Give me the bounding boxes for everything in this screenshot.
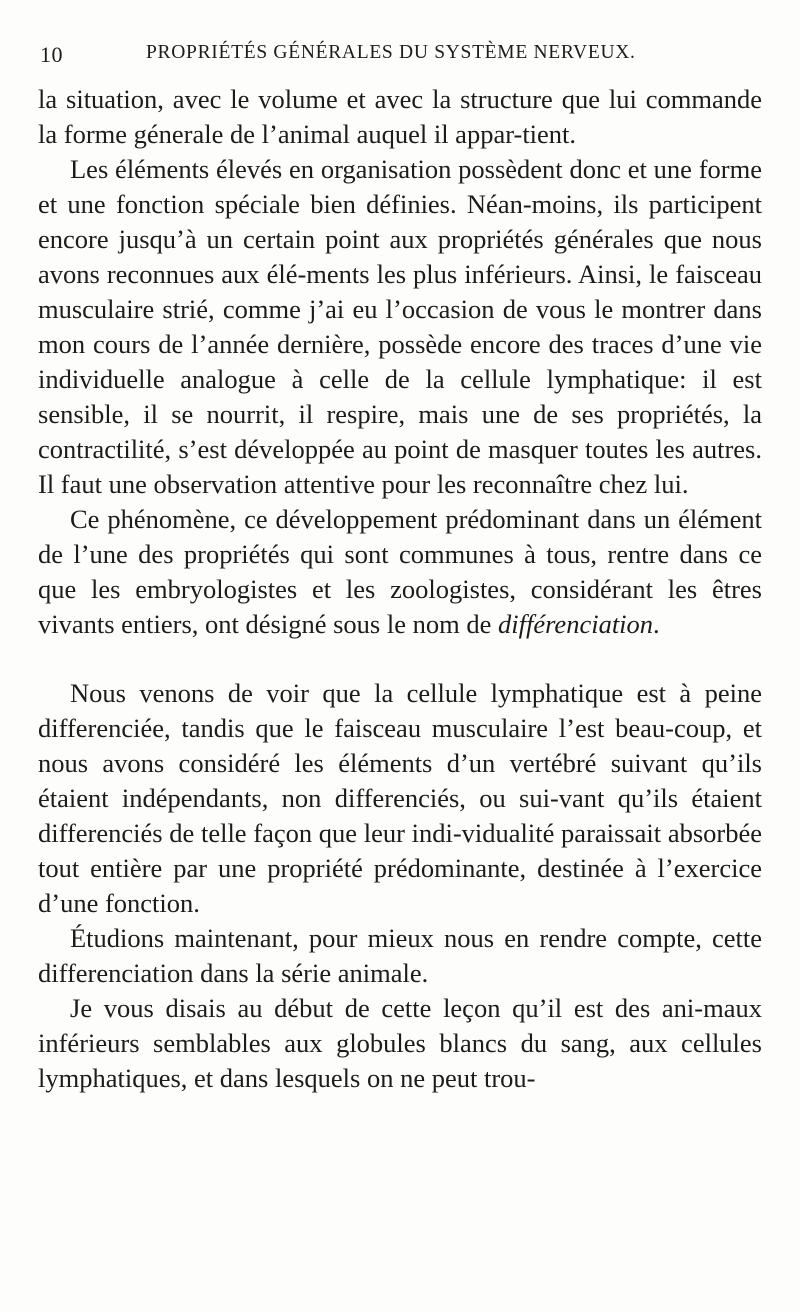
paragraph-differenciation-definition: [38, 502, 762, 642]
paragraph-etudions: Étudions maintenant, pour mieux nous en rendre compte, cette differenciation dans la série animale.: [38, 923, 762, 988]
section-gap: [38, 642, 762, 676]
running-title: PROPRIÉTÉS GÉNÉRALES DU SYSTÈME NERVEUX.: [146, 42, 636, 63]
paragraph-text-before-emphasis: Ce phénomène, ce développement prédominant dans un élément de l’une des propriétés qui sont communes à tous, rentre dans ce que les embryologistes et les zoologistes, considérant les êtres vivants entiers, ont désigné sous le nom de: [38, 504, 762, 639]
page-header: [38, 34, 762, 82]
paragraph-continuation: la situation, avec le volume et avec la structure que lui commande la forme génerale de l’animal auquel il appar-tient.: [38, 84, 762, 149]
paragraph-text-after-emphasis: .: [653, 609, 660, 639]
body-text: [38, 82, 762, 1096]
page-number: 10: [40, 42, 63, 67]
paragraph-lymphatic-cell: Nous venons de voir que la cellule lymphatique est à peine differenciée, tandis que le faisceau musculaire l’est beau-coup, et nous avons considéré les éléments d’un vertébré suivant qu’ils étaient indépendants, non differenciés, ou sui-vant qu’ils étaient differenciés de telle façon que leur indi-vidualité paraissait absorbée tout entière par une propriété prédominante, destinée à l’exercice d’une fonction.: [38, 678, 762, 918]
paragraph-elements-organisation: Les éléments élevés en organisation possèdent donc et une forme et une fonction spéciale bien définies. Néan-moins, ils participent encore jusqu’à un certain point aux propriétés générales que nous avons reconnues aux élé-ments les plus inférieurs. Ainsi, le faisceau musculaire strié, comme j’ai eu l’occasion de vous le montrer dans mon cours de l’année dernière, possède encore des traces d’une vie individuelle analogue à celle de la cellule lymphatique: il est sensible, il se nourrit, il respire, mais une de ses propriétés, la contractilité, s’est développée au point de masquer toutes les autres. Il faut une observation attentive pour les reconnaître chez lui.: [38, 154, 762, 499]
emphasized-term: différenciation: [498, 609, 654, 639]
paragraph-animaux-inferieurs: Je vous disais au début de cette leçon qu’il est des ani-maux inférieurs semblables aux globules blancs du sang, aux cellules lymphatiques, et dans lesquels on ne peut trou-: [38, 993, 762, 1093]
